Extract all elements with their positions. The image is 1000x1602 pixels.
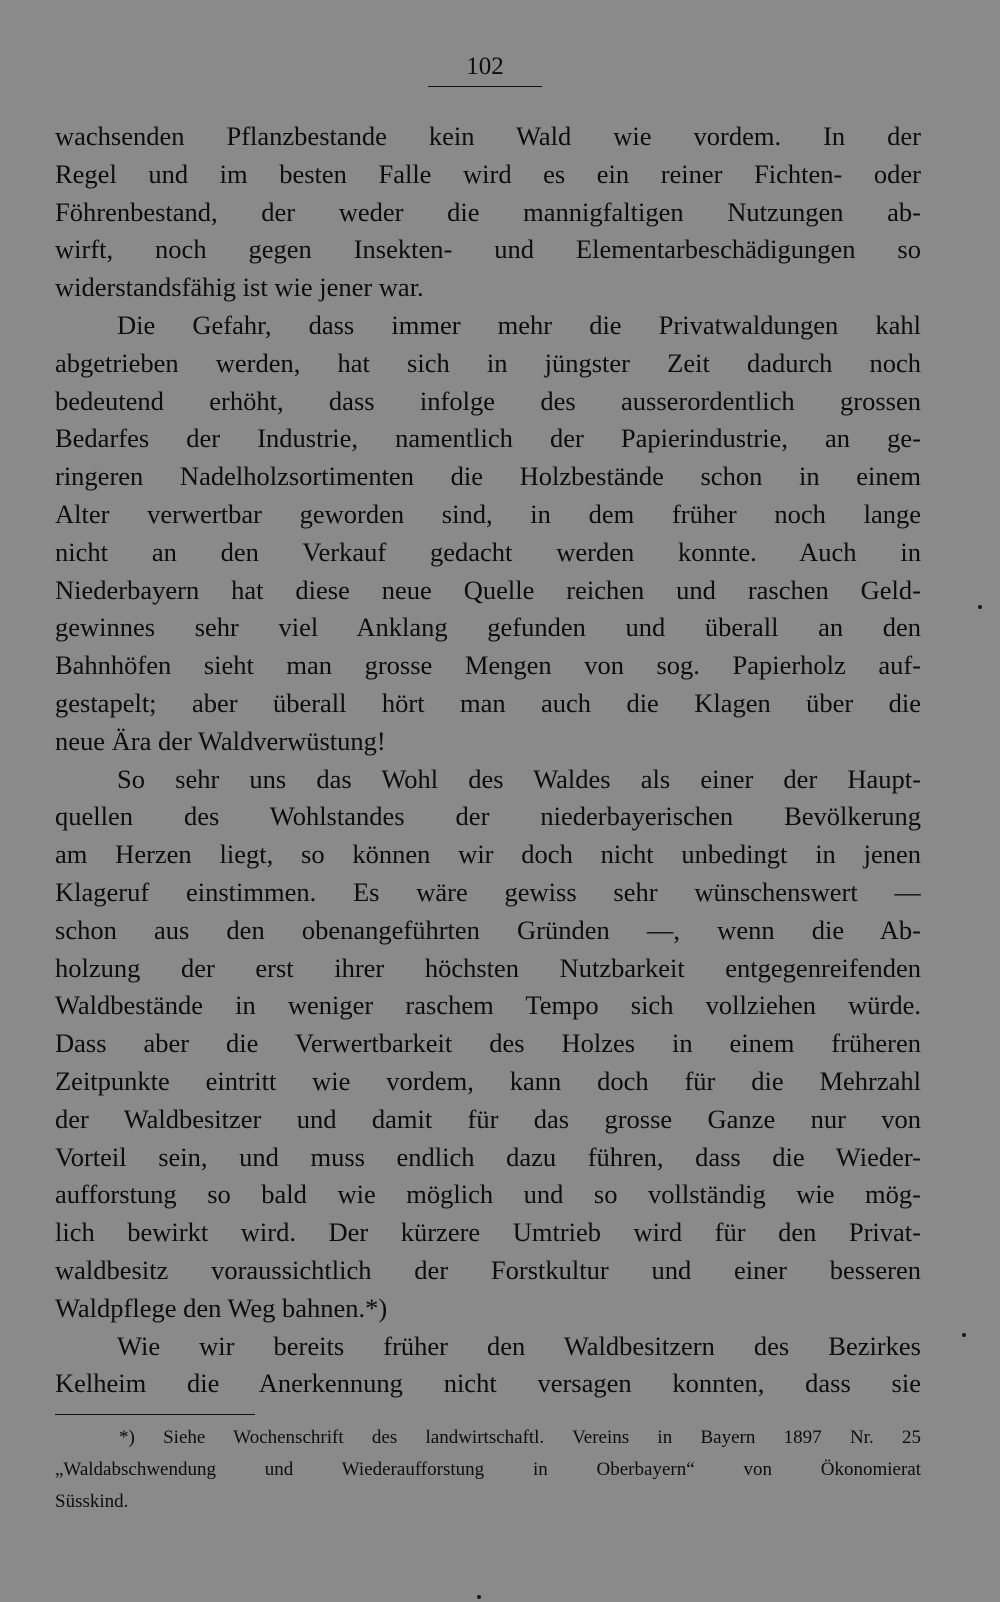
text-line: Alter verwertbar geworden sind, in dem früher noch lange [55,498,921,529]
text-line: lich bewirkt wird. Der kürzere Umtrieb wird für den Privat- [55,1217,921,1248]
text-line: Niederbayern hat diese neue Quelle reichen und raschen Geld- [55,574,921,605]
text-line: widerstandsfähig ist wie jener war. [55,272,424,303]
footnote-line: *) Siehe Wochenschrift des landwirtschaftl. Vereins in Bayern 1897 Nr. 25 [119,1427,921,1448]
text-line: ringeren Nadelholzsortimenten die Holzbestände schon in einem [55,461,921,492]
body-text [55,118,921,1403]
text-line: abgetrieben werden, hat sich in jüngster Zeit dadurch noch [55,347,921,378]
text-line: bedeutend erhöht, dass infolge des ausserordentlich grossen [55,385,921,416]
paragraph-first-line: Die Gefahr, dass immer mehr die Privatwaldungen kahl [117,309,921,340]
text-line: Kelheim die Anerkennung nicht versagen konnten, dass sie [55,1368,921,1399]
text-line: Vorteil sein, und muss endlich dazu führen, dass die Wieder- [55,1141,921,1172]
text-line: wirft, noch gegen Insekten- und Elementarbeschädigungen so [55,234,921,265]
text-line: quellen des Wohlstandes der niederbayerischen Bevölkerung [55,801,921,832]
text-line: Regel und im besten Falle wird es ein reiner Fichten- oder [55,158,921,189]
text-line: gewinnes sehr viel Anklang gefunden und überall an den [55,612,921,643]
scan-speck [978,605,982,609]
text-line: schon aus den obenangeführten Gründen —, wenn die Ab- [55,914,921,945]
text-line: holzung der erst ihrer höchsten Nutzbarkeit entgegenreifenden [55,952,921,983]
footnote-separator [55,1414,255,1415]
footnote-line: „Waldabschwendung und Wiederaufforstung in Oberbayern“ von Ökonomierat [55,1459,921,1480]
text-line: waldbesitz voraussichtlich der Forstkultur und einer besseren [55,1254,921,1285]
text-line: nicht an den Verkauf gedacht werden konnte. Auch in [55,536,921,567]
text-line: neue Ära der Waldverwüstung! [55,725,386,756]
scan-speck [962,1333,966,1337]
text-line: Bahnhöfen sieht man grosse Mengen von sog. Papierholz auf- [55,650,921,681]
paragraph-first-line: Wie wir bereits früher den Waldbesitzern des Bezirkes [117,1330,921,1361]
text-line: Zeitpunkte eintritt wie vordem, kann doch für die Mehrzahl [55,1065,921,1096]
text-line: Dass aber die Verwertbarkeit des Holzes in einem früheren [55,1028,921,1059]
page-header [428,52,542,87]
scan-speck [477,1595,481,1599]
page-number: 102 [466,53,504,80]
text-line: der Waldbesitzer und damit für das grosse Ganze nur von [55,1103,921,1134]
text-line: Waldpflege den Weg bahnen.*) [55,1292,388,1323]
page-number-underline [428,86,542,87]
text-line: Waldbestände in weniger raschem Tempo sich vollziehen würde. [55,990,921,1021]
text-line: aufforstung so bald wie möglich und so vollständig wie mög- [55,1179,921,1210]
text-line: am Herzen liegt, so können wir doch nicht unbedingt in jenen [55,839,921,870]
footnote [55,1422,921,1518]
text-line: gestapelt; aber überall hört man auch die Klagen über die [55,687,921,718]
paragraph-first-line: So sehr uns das Wohl des Waldes als einer der Haupt- [117,763,921,794]
text-line: Klageruf einstimmen. Es wäre gewiss sehr wünschenswert — [55,876,921,907]
footnote-line: Süsskind. [55,1491,129,1512]
text-line: Bedarfes der Industrie, namentlich der Papierindustrie, an ge- [55,423,921,454]
text-line: Föhrenbestand, der weder die mannigfaltigen Nutzungen ab- [55,196,921,227]
text-line: wachsenden Pflanzbestande kein Wald wie vordem. In der [55,121,921,151]
